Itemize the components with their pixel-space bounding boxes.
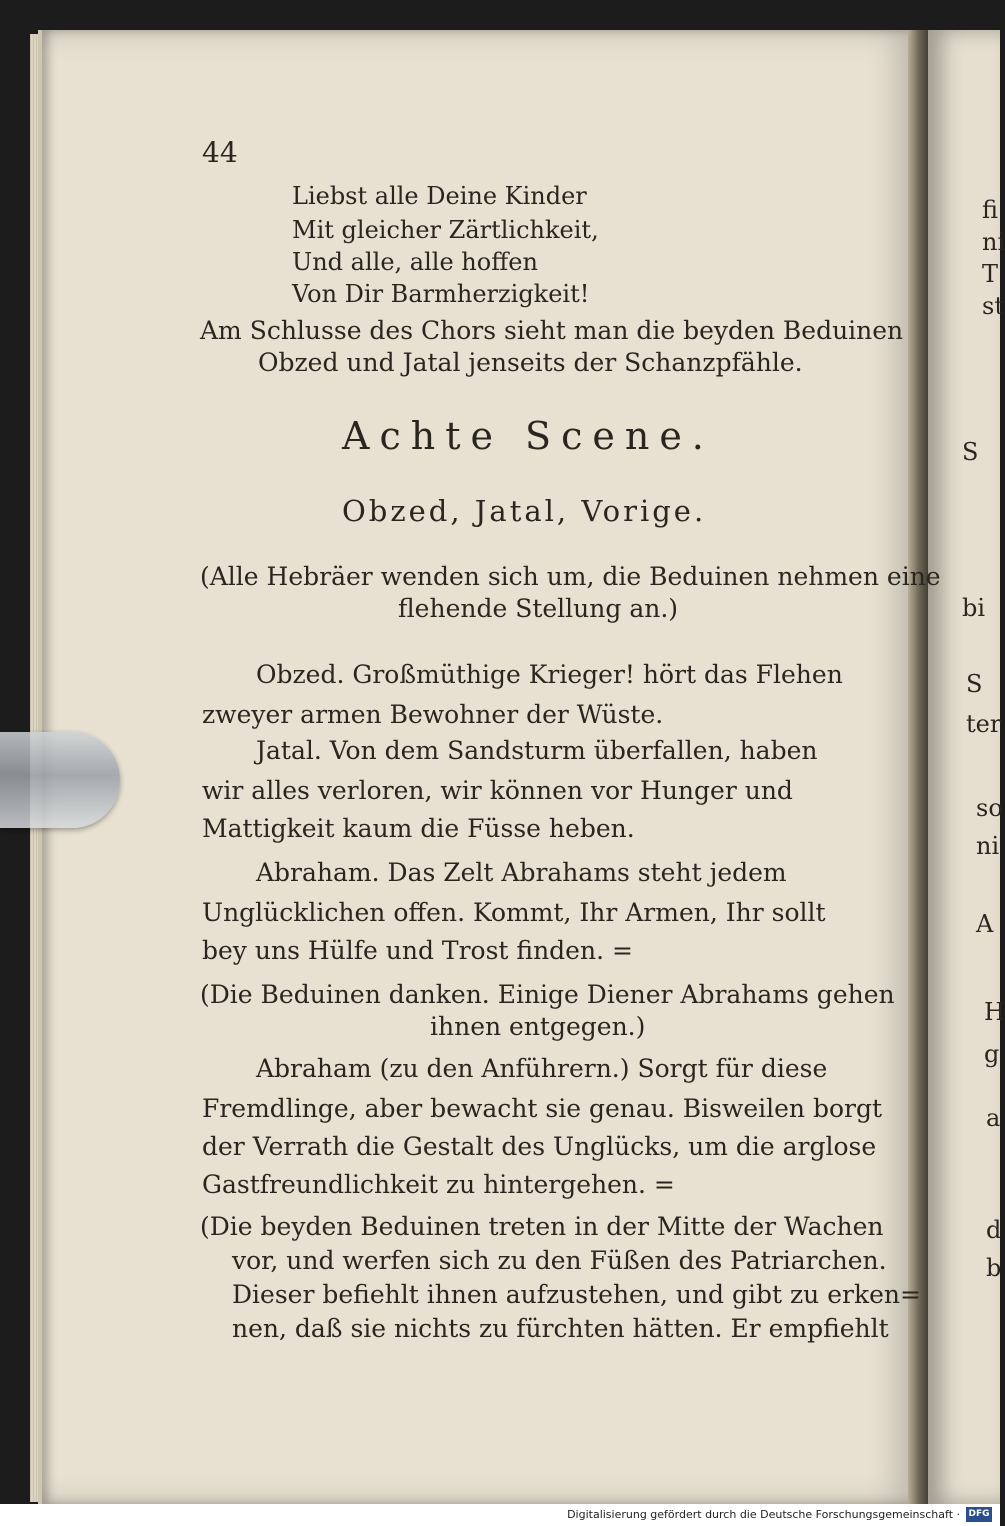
stage-direction: vor, und werfen sich zu den Füßen des Patriarchen.	[232, 1246, 887, 1275]
dialogue-line: Abraham (zu den Anführern.) Sorgt für diese	[256, 1054, 828, 1083]
right-page-fragment: d	[986, 1216, 1002, 1244]
page-number: 44	[202, 136, 238, 169]
right-page-fragment: H	[984, 998, 1005, 1026]
right-page-fragment: S	[962, 438, 979, 466]
dialogue-line: Fremdlinge, aber bewacht sie genau. Bisweilen borgt	[202, 1094, 883, 1123]
right-page-fragment: ni	[982, 228, 1005, 256]
stage-direction: (Die Beduinen danken. Einige Diener Abrahams gehen	[200, 980, 895, 1009]
dfg-logo: DFG	[966, 1507, 992, 1522]
dialogue-line: der Verrath die Gestalt des Unglücks, um die arglose	[202, 1132, 877, 1161]
stage-direction: ihnen entgegen.)	[430, 1012, 646, 1041]
right-page-fragment: g	[984, 1040, 1000, 1068]
dialogue-line: Gastfreundlichkeit zu hintergehen. =	[202, 1170, 675, 1199]
right-page-fragment: A	[976, 910, 994, 938]
right-page-fragment: so	[976, 794, 1003, 822]
verse-line: Von Dir Barmherzigkeit!	[292, 280, 590, 308]
dialogue-line: Obzed. Großmüthige Krieger! hört das Flehen	[256, 660, 843, 689]
right-page-fragment: fi	[982, 196, 999, 224]
dialogue-line: bey uns Hülfe und Trost finden. =	[202, 936, 633, 965]
right-page-fragment: bi	[962, 594, 986, 622]
dialogue-line: zweyer armen Bewohner der Wüste.	[202, 700, 664, 729]
right-page-fragment: b	[986, 1254, 1002, 1282]
stage-direction: Dieser befiehlt ihnen aufzustehen, und gibt zu erken=	[232, 1280, 921, 1309]
funding-credit: Digitalisierung gefördert durch die Deutsche Forschungsgemeinschaft ·	[567, 1508, 960, 1521]
cast-list: Obzed, Jatal, Vorige.	[342, 494, 707, 528]
stage-direction: flehende Stellung an.)	[398, 594, 679, 623]
verse-line: Liebst alle Deine Kinder	[292, 182, 587, 210]
dialogue-line: Unglücklichen offen. Kommt, Ihr Armen, Ihr sollt	[202, 898, 826, 927]
stage-direction: (Alle Hebräer wenden sich um, die Beduinen nehmen eine	[200, 562, 941, 591]
right-page-fragment: T	[982, 260, 999, 288]
right-page-fragment: ni	[976, 832, 1000, 860]
right-page-fragment: S	[966, 670, 983, 698]
scene-heading: Achte Scene.	[342, 414, 714, 458]
right-page-fragment: ter	[966, 710, 1002, 738]
page-clip	[0, 732, 120, 828]
right-page-fragment: a	[986, 1104, 1001, 1132]
dialogue-line: Mattigkeit kaum die Füsse heben.	[202, 814, 635, 843]
stage-direction: nen, daß sie nichts zu fürchten hätten. Er empfiehlt	[232, 1314, 889, 1343]
stage-direction: (Die beyden Beduinen treten in der Mitte der Wachen	[200, 1212, 884, 1241]
dialogue-line: Jatal. Von dem Sandsturm überfallen, haben	[256, 736, 818, 765]
verse-line: Und alle, alle hoffen	[292, 248, 538, 276]
stage-direction: Obzed und Jatal jenseits der Schanzpfähle.	[258, 348, 803, 377]
stage-direction: Am Schlusse des Chors sieht man die beyden Beduinen	[200, 316, 904, 345]
dialogue-line: wir alles verloren, wir können vor Hunger und	[202, 776, 793, 805]
verse-line: Mit gleicher Zärtlichkeit,	[292, 216, 599, 244]
right-page-fragment: st	[982, 292, 1004, 320]
dialogue-line: Abraham. Das Zelt Abrahams steht jedem	[256, 858, 787, 887]
